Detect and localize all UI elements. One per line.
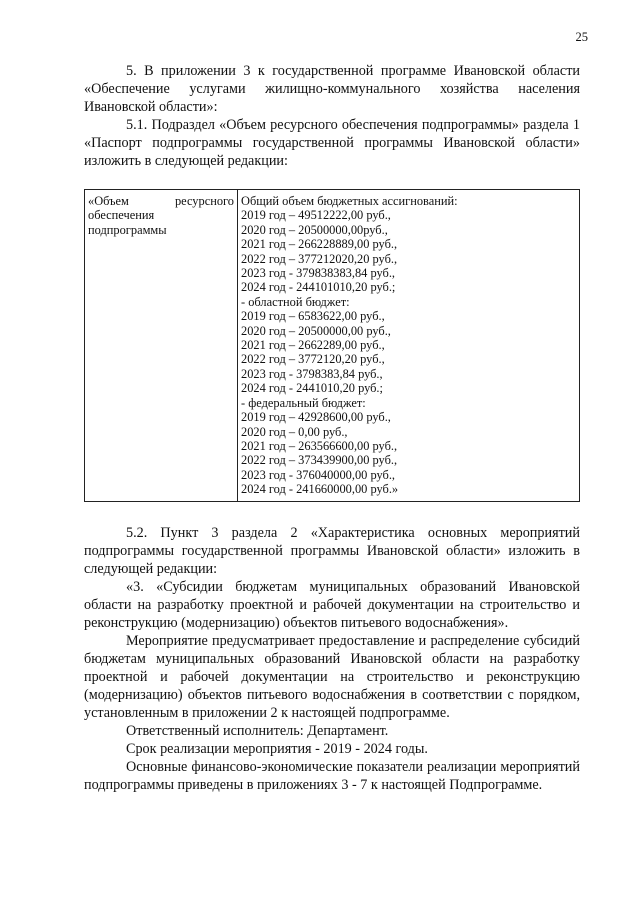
resource-table-wrapper <box>84 189 580 502</box>
table-line: 2020 год – 20500000,00 руб., <box>241 323 391 338</box>
table-line: 2019 год – 6583622,00 руб., <box>241 309 385 324</box>
table-line: 2021 год – 266228889,00 руб., <box>241 237 398 252</box>
table-row <box>85 190 580 502</box>
table-label-cell <box>85 190 238 502</box>
table-line: - областной бюджет: <box>241 294 350 309</box>
document-body <box>84 62 580 794</box>
table-line: 2019 год – 42928600,00 руб., <box>241 410 391 425</box>
table-line: 2024 год - 244101010,20 руб.; <box>241 280 396 295</box>
table-line: 2021 год – 2662289,00 руб., <box>241 338 385 353</box>
body-paragraph-4: Ответственный исполнитель: Департамент. <box>126 722 389 739</box>
body-paragraph-2: «3. «Субсидии бюджетам муниципальных образований Ивановской области на разработку проектной и рабочей документации на строительство и реконструкцию (модернизацию) объектов питьевого водоснабжения». <box>84 578 580 631</box>
intro-paragraph-2: 5.1. Подраздел «Объем ресурсного обеспечения подпрограммы» раздела 1 «Паспорт подпрограммы государственной программы Ивановской области» изложить в следующей редакции: <box>84 117 580 169</box>
table-line: 2020 год – 20500000,00руб., <box>241 222 388 237</box>
resource-table <box>84 189 580 502</box>
table-line: 2024 год - 2441010,20 руб.; <box>241 381 383 396</box>
table-line: 2022 год – 373439900,00 руб., <box>241 453 398 468</box>
table-label-text: «Объем ресурсного обеспечения подпрограммы <box>88 194 234 237</box>
body-paragraph-3: Мероприятие предусматривает предоставление и распределение субсидий бюджетам муниципальных образований Ивановской области на разработку проектной и рабочей документации на строительство и реконструкцию (модернизацию) объектов питьевого водоснабжения в соответствии с порядком, установленным в приложении 2 к настоящей подпрограмме. <box>84 632 580 721</box>
table-value-cell <box>238 190 580 502</box>
intro-paragraph-1: 5. В приложении 3 к государственной программе Ивановской области «Обеспечение услугами жилищно-коммунального хозяйства населения Ивановской области»: <box>84 63 580 115</box>
table-line: 2023 год - 376040000,00 руб., <box>241 467 396 482</box>
body-paragraph-6: Основные финансово-экономические показатели реализации мероприятий подпрограммы приведены в приложениях 3 - 7 к настоящей Подпрограмме. <box>84 758 580 793</box>
table-line: 2023 год - 379838383,84 руб., <box>241 266 396 281</box>
table-line: 2022 год – 3772120,20 руб., <box>241 352 385 367</box>
table-line: 2022 год – 377212020,20 руб., <box>241 251 398 266</box>
table-line: 2021 год – 263566600,00 руб., <box>241 438 398 453</box>
page-number: 25 <box>575 30 588 44</box>
table-line: Общий объем бюджетных ассигнований: <box>241 194 458 208</box>
body-paragraph-1: 5.2. Пункт 3 раздела 2 «Характеристика основных мероприятий подпрограммы государственной программы Ивановской области» изложить в следующей редакции: <box>84 524 580 577</box>
table-line: - федеральный бюджет: <box>241 395 366 410</box>
table-line: 2024 год - 241660000,00 руб.» <box>241 482 399 497</box>
table-line: 2023 год - 3798383,84 руб., <box>241 366 383 381</box>
body-paragraph-5: Срок реализации мероприятия - 2019 - 2024 годы. <box>126 740 428 757</box>
table-line: 2019 год – 49512222,00 руб., <box>241 208 391 223</box>
table-line: 2020 год – 0,00 руб., <box>241 424 348 439</box>
